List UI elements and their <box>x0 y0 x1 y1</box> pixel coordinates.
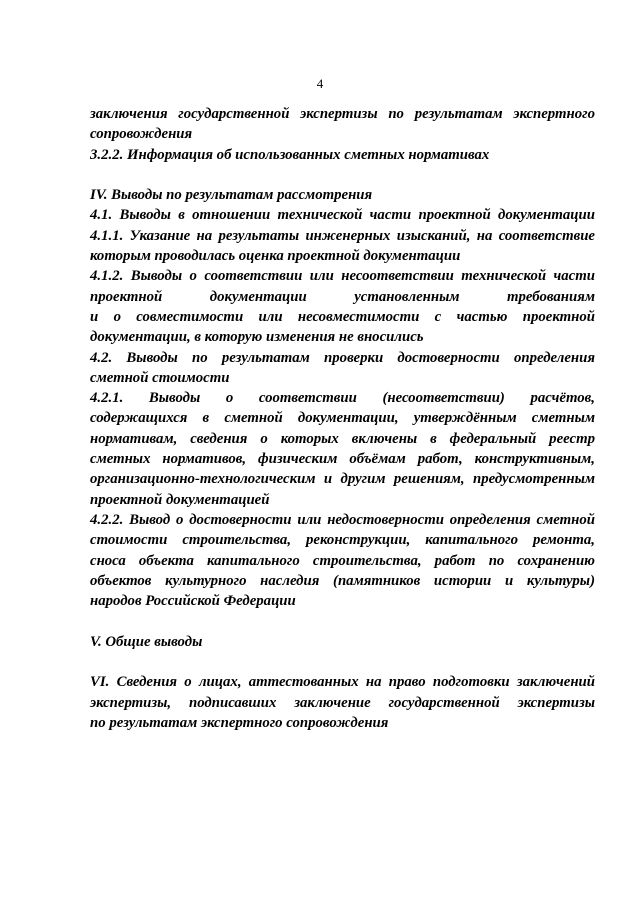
text-line: 4.1.1. Указание на результаты инженерных изысканий, на соответствие <box>90 227 595 244</box>
text-line: экспертизы, подписавших заключение государственной экспертизы <box>90 694 595 711</box>
text-line: 3.2.2. Информация об использованных сметных нормативах <box>90 146 490 163</box>
text-line: сметной стоимости <box>90 369 230 386</box>
text-line: сноса объекта капитального строительства, работ по сохранению <box>90 552 595 569</box>
text-line: заключения государственной экспертизы по результатам экспертного <box>90 106 595 122</box>
text-line: 4.1.2. Выводы о соответствии или несоответствии технической части <box>90 268 595 285</box>
text-line: организационно-технологическим и другим решениям, предусмотренным <box>90 471 595 488</box>
text-line: сопровождения <box>90 126 193 143</box>
text-line: 4.1. Выводы в отношении технической части проектной документации <box>90 207 595 224</box>
blank-line <box>90 652 595 672</box>
text-line: которым проводилась оценка проектной документации <box>90 248 461 265</box>
text-line: сметных нормативов, физическим объёмам работ, конструктивным, <box>90 451 595 468</box>
text-line: 4.2. Выводы по результатам проверки достоверности определения <box>90 349 595 366</box>
text-line: проектной документации установленным требованиям <box>90 288 595 305</box>
text-line: народов Российской Федерации <box>90 593 296 610</box>
text-line: 4.2.2. Вывод о достоверности или недостоверности определения сметной <box>90 511 595 528</box>
text-line: содержащихся в сметной документации, утверждённым сметным <box>90 410 595 427</box>
section-heading: IV. Выводы по результатам рассмотрения <box>90 187 373 204</box>
blank-line <box>90 611 595 631</box>
page-number: 4 <box>316 76 324 91</box>
text-line: документации, в которую изменения не вносились <box>90 329 424 346</box>
text-line: стоимости строительства, реконструкции, капитального ремонта, <box>90 532 595 549</box>
text-line: объектов культурного наследия (памятников истории и культуры) <box>90 572 595 589</box>
text-line: и о совместимости или несовместимости с частью проектной <box>90 308 595 325</box>
document-body <box>90 104 595 733</box>
section-heading: VI. Сведения о лицах, аттестованных на право подготовки заключений <box>90 674 595 691</box>
text-line: проектной документацией <box>90 491 270 508</box>
text-line: нормативам, сведения о которых включены в федеральный реестр <box>90 430 595 447</box>
blank-line <box>90 165 595 185</box>
section-heading: V. Общие выводы <box>90 633 203 650</box>
text-line: по результатам экспертного сопровождения <box>90 714 389 731</box>
text-line: 4.2.1. Выводы о соответствии (несоответствии) расчётов, <box>90 390 595 407</box>
